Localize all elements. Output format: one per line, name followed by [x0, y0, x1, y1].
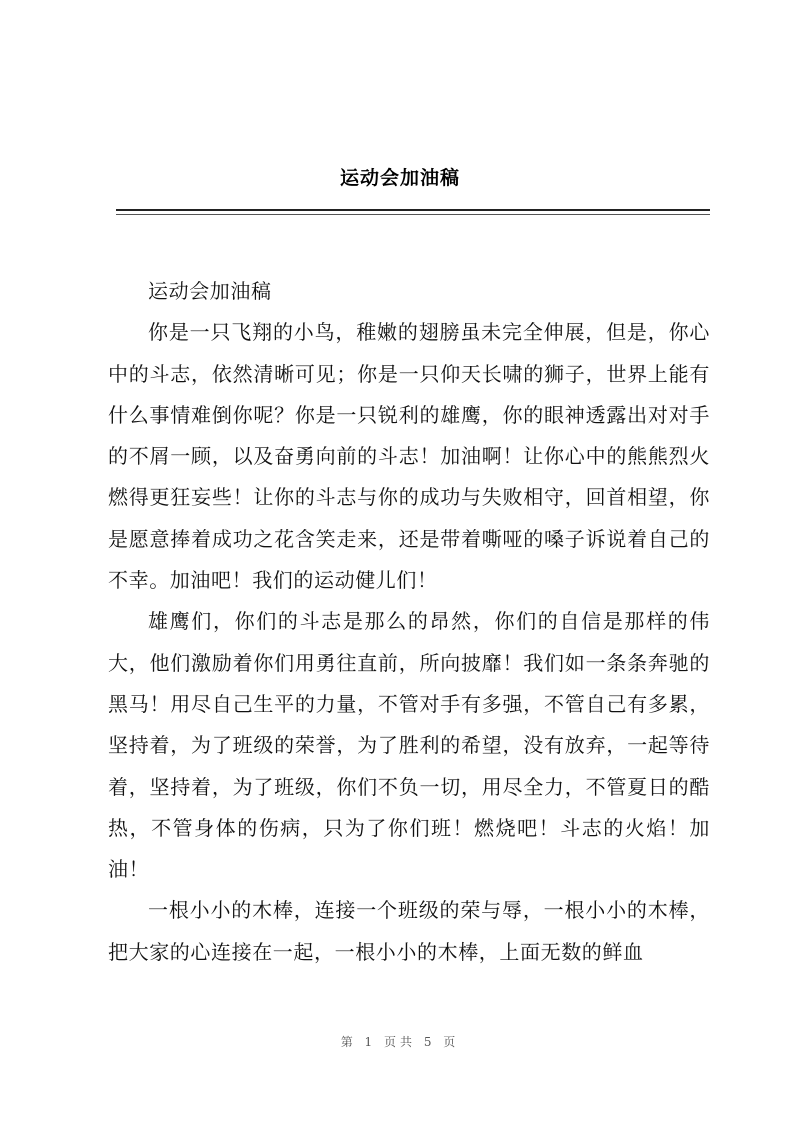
paragraph: 雄鹰们，你们的斗志是那么的昂然，你们的自信是那样的伟大，他们激励着你们用勇往直前，所向披靡！我们如一条条奔驰的黑马！用尽自己生平的力量，不管对手有多强，不管自己有多累，坚持着，为了班级的荣誉，为了胜利的希望，没有放弃，一起等待着，坚持着，为了班级，你们不负一切，用尽全力，不管夏日的酷热，不管身体的伤病，只为了你们班！燃烧吧！斗志的火焰！加油！: [108, 609, 710, 882]
title-divider-thin: [116, 214, 710, 215]
title-divider: [116, 209, 710, 211]
paragraph: 运动会加油稿: [148, 279, 272, 303]
paragraph: 你是一只飞翔的小鸟，稚嫩的翅膀虽未完全伸展，但是，你心中的斗志，依然清晰可见；你是一只仰天长啸的狮子，世界上能有什么事情难倒你呢？你是一只锐利的雄鹰，你的眼神透露出对对手的不屑一顾，以及奋勇向前的斗志！加油啊！让你心中的熊熊烈火燃得更狂妄些！让你的斗志与你的成功与失败相守，回首相望，你是愿意捧着成功之花含笑走来，还是带着嘶哑的嗓子诉说着自己的不幸。加油吧！我们的运动健儿们！: [108, 320, 710, 593]
page-title: 运动会加油稿: [339, 167, 460, 189]
document-body: [108, 271, 710, 973]
page-number-footer: 第 1 页共 5 页: [340, 1035, 460, 1049]
paragraph: 一根小小的木棒，连接一个班级的荣与辱，一根小小的木棒，把大家的心连接在一起，一根小小的木棒，上面无数的鲜血: [108, 898, 710, 964]
